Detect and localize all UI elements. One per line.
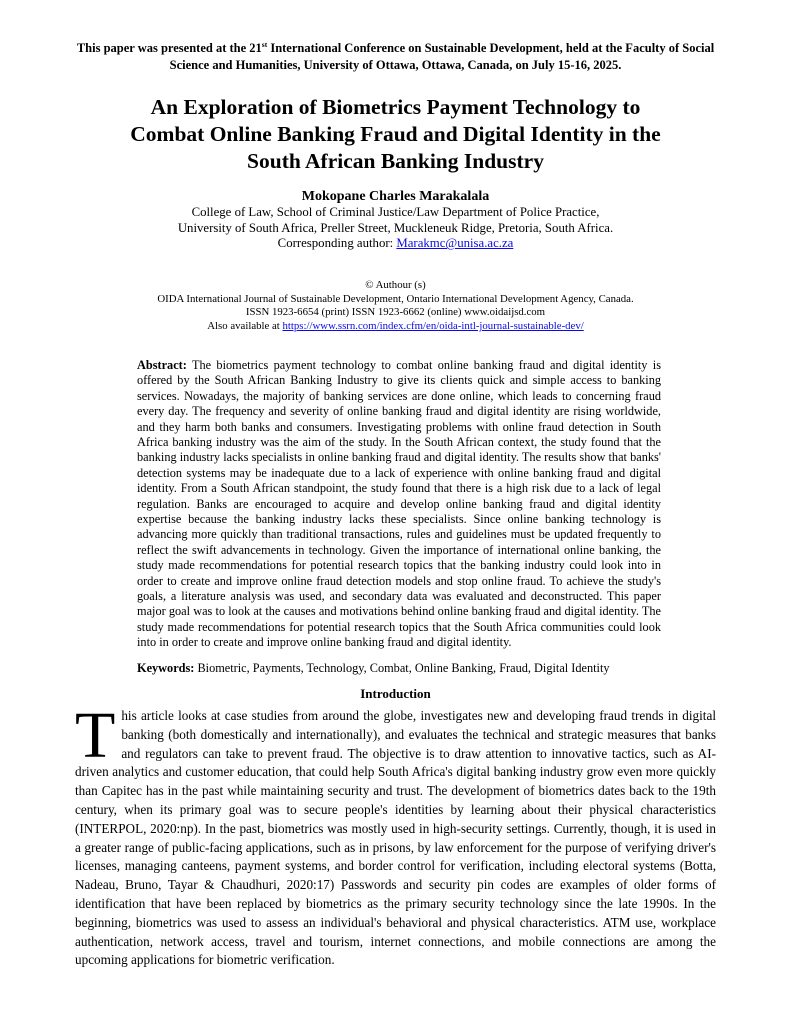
keywords-label: Keywords: — [137, 660, 195, 675]
drop-cap: T — [75, 699, 116, 773]
abstract-text: The biometrics payment technology to combat online banking fraud and digital identity is offered by the South African Banking Industry to give its clients quick and simple access to banking services. Nowadays, the majority of banking services are done online, which leads to concerning fraud every day. The frequency and severity of online banking fraud and digital identity are rising worldwide, and they harm both banks and consumers. Investigating problems with online fraud detection in South Africa banking industry was the aim of the study. In the South African context, the study found that the banking industry lacks specialists in online banking fraud and digital identity. The results show that banks' detection systems may be inadequate due to a lack of experience with online banking fraud and digital identity. From a South African standpoint, the study found that there is a high risk due to a lack of legal regulation. Banks are encouraged to acquire and develop online banking fraud and digital identity expertise because the banking industry lacks these specialists. Since online banking technology is advancing more quickly than traditional transactions, rules and guidelines must be updated frequently to reflect the swift advancements in technology. Given the importance of international online banking, the study made recommendations for potential research topics that the banking industry could look into in order to create and improve online fraud detection models and stop online fraud. To achieve the study's goals, a literature analysis was used, and secondary data was evaluated and deconstructed. This paper major goal was to look at the causes and motivations behind online banking fraud and digital identity. The study made recommendations for potential research topics that the South Africa communities could look into in order to create and improve online banking fraud and digital identity. — [137, 357, 661, 650]
affiliation-line: University of South Africa, Preller Street, Muckleneuk Ridge, Pretoria, South Africa. — [177, 220, 614, 235]
paper-title — [76, 94, 716, 175]
page-content — [0, 40, 791, 970]
availability-line — [75, 320, 716, 334]
ordinal-superscript: st — [261, 39, 268, 49]
introduction-text: his article looks at case studies from around the globe, investigates new and developing fraud trends in digital banking (both domestically and internationally), and evaluates the technical and strategic measures that banks and regulators can take to prevent fraud. The objective is to draw attention to innovative tactics, such as AI-driven analytics and customer education, that could help South Africa's digital banking industry grow even more quickly than Capitec has in the past while maintaining security and trust. The development of biometrics dates back to the 19th century, when its primary goal was to secure people's identities by learning about their physical characteristics (INTERPOL, 2020:np). In the past, biometrics was mostly used in high-security settings. Currently, though, it is used in a greater range of public-facing applications, such as in prisons, by law enforcement for the purpose of verifying driver's licenses, managing canteens, payment systems, and border control for verification, including electoral systems (Botta, Nadeau, Bruno, Tayar & Chaudhuri, 2020:17) Passwords and security pin codes are examples of older forms of identification that have been replaced by biometrics as the primary security technology since the late 1990s. In the beginning, biometrics was used to assess an individual's behavioral and physical characteristics. ATM use, workplace authentication, network access, travel and tourism, internet connections, and mobile connections are among the upcoming applications for biometric verification. — [75, 708, 716, 968]
paper-title-line: South African Banking Industry — [247, 149, 544, 173]
publication-block — [75, 279, 716, 334]
introduction-paragraph — [75, 699, 716, 970]
introduction-heading: Introduction — [360, 686, 431, 702]
copyright-line: © Authour (s) — [365, 278, 426, 291]
keywords-line — [137, 661, 661, 676]
abstract-label: Abstract: — [137, 357, 187, 372]
ssrn-link[interactable]: https://www.ssrn.com/index.cfm/en/oida-intl-journal-sustainable-dev/ — [282, 320, 584, 333]
email-link[interactable]: Marakmc@unisa.ac.za — [396, 236, 514, 251]
conference-note — [75, 40, 716, 74]
paper-title-line: An Exploration of Biometrics Payment Technology to — [150, 95, 641, 119]
abstract-paragraph — [137, 358, 661, 651]
issn-line: ISSN 1923-6654 (print) ISSN 1923-6662 (online) www.oidaijsd.com — [245, 306, 546, 319]
conference-note-prefix: This paper was presented at the 21 — [76, 41, 262, 55]
keywords-text: Biometric, Payments, Technology, Combat, Online Banking, Fraud, Digital Identity — [194, 660, 610, 675]
availability-prefix: Also available at — [207, 320, 283, 333]
corresponding-author-line — [75, 236, 716, 252]
paper-title-line: Combat Online Banking Fraud and Digital Identity in the — [130, 122, 661, 146]
conference-note-rest: International Conference on Sustainable Development, held at the Faculty of Social Science and Humanities, University of Ottawa, Ottawa, Canada, on July 15-16, 2025. — [169, 41, 715, 72]
author-name: Mokopane Charles Marakalala — [301, 189, 490, 204]
journal-line: OIDA International Journal of Sustainable Development, Ontario International Development Agency, Canada. — [157, 292, 634, 305]
affiliation-line: College of Law, School of Criminal Justice/Law Department of Police Practice, — [191, 205, 600, 219]
author-affiliation — [75, 205, 716, 252]
corresponding-author-label: Corresponding author: — [277, 236, 397, 251]
